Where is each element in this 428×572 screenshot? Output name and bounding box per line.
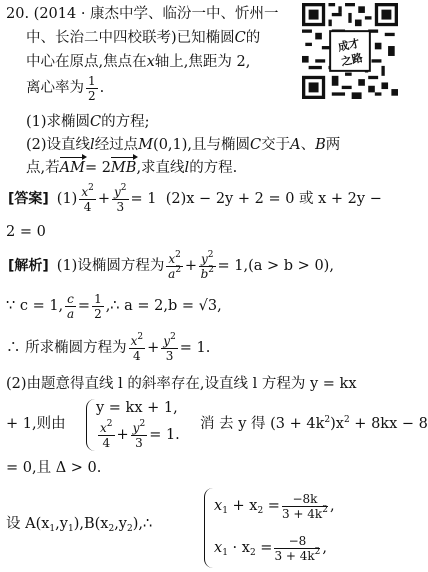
qr-stamp-text-1: 成才 bbox=[336, 36, 361, 54]
answer-label: [答案] bbox=[8, 191, 49, 207]
vieta-sum: $x_1 + x_2$ = $\frac{-8k}{3 + 4k^2}$ , bbox=[214, 491, 335, 521]
analysis-line-1: [解析] (1)设椭圆方程为 $\frac{x^2}{a^2}$ + $\frac{y^2}{b^2}$ = 1,(a > b > 0), bbox=[8, 249, 334, 281]
fraction-y2-over-3: $\frac{y^2}{3}$ bbox=[163, 331, 176, 363]
vector-AM: AM bbox=[59, 160, 85, 176]
analysis-line-3: ∴ 所求椭圆方程为 $\frac{x^2}{4}$ + $\frac{y^2}{3}$ = 1. bbox=[6, 331, 211, 363]
analysis-line-4: (2)由题意得直线 l 的斜率存在,设直线 l 方程为 y = kx bbox=[6, 376, 357, 392]
vieta-brace bbox=[204, 488, 213, 568]
question-2-cont: 点,若AM= 2MB,求直线l的方程. bbox=[26, 160, 238, 176]
problem-line-1 bbox=[6, 4, 279, 24]
answer-part-2: (2)x − 2y + 2 = 0 或 x + 2y − bbox=[165, 191, 382, 207]
question-2: (2)设直线l经过点M(0,1),且与椭圆C交于A、B两 bbox=[26, 137, 341, 153]
analysis-label: [解析] bbox=[8, 258, 49, 274]
fraction-one-half: $\frac{1}{2}$ bbox=[94, 291, 102, 321]
vieta-product: $x_1 \cdot x_2$ = $\frac{-8}{3 + 4k^2}$ , bbox=[214, 533, 328, 563]
vector-MB: MB bbox=[110, 160, 137, 176]
fraction-x2-over-4: $\frac{x^2}{4}$ bbox=[81, 182, 94, 214]
math-var: C bbox=[234, 30, 246, 46]
math-var: x bbox=[146, 54, 155, 70]
problem-line-2 bbox=[26, 28, 260, 48]
question-1: (1)求椭圆C的方程; bbox=[26, 114, 150, 130]
fraction-x2-over-a2: $\frac{x^2}{a^2}$ bbox=[168, 249, 182, 281]
system-brace bbox=[86, 399, 95, 451]
problem-number: 20. bbox=[6, 6, 30, 22]
eccentricity-fraction: $\frac{1}{2}$ bbox=[88, 73, 96, 103]
problem-text: 离心率为 bbox=[26, 80, 84, 96]
analysis-line-7: 设 $A(x_1,y_1),B(x_2,y_2),\therefore$ bbox=[6, 516, 153, 534]
problem-text: 中心在原点,焦点在 bbox=[26, 54, 147, 70]
analysis-line-5b: 消 去 y 得 $(3 + 4k^2)x^2 + 8kx - 8$ bbox=[200, 415, 428, 432]
fraction-y2-over-3: $\frac{y^2}{3}$ bbox=[114, 182, 127, 214]
analysis-line-6: = 0,且 Δ > 0. bbox=[6, 460, 102, 476]
analysis-line-5a: + 1,则由 bbox=[6, 416, 66, 432]
fraction-y2-over-b2: $\frac{y^2}{b^2}$ bbox=[200, 249, 214, 281]
system-eq-2: $\frac{x^2}{4}$ + $\frac{y^2}{3}$ = 1. bbox=[100, 418, 180, 450]
analysis-line-2: ∵ c = 1, $\frac{c}{a}$ = $\frac{1}{2}$ ,∴ a = 2,b = √3, bbox=[6, 291, 222, 321]
system-eq-1: y = kx + 1, bbox=[96, 400, 178, 416]
problem-line-3 bbox=[26, 52, 250, 72]
problem-text: 中、长治二中四校联考)已知椭圆 bbox=[26, 30, 235, 46]
problem-text: 的 bbox=[245, 30, 261, 46]
problem-line-4: 离心率为 $\frac{1}{2}$ . bbox=[26, 73, 105, 103]
problem-source: (2014 · 康杰中学、临汾一中、忻州一 bbox=[33, 6, 279, 22]
qr-stamp-text-2: 之路 bbox=[339, 51, 364, 69]
fraction-c-over-a: $\frac{c}{a}$ bbox=[66, 291, 75, 321]
answer-line-2: 2 = 0 bbox=[6, 224, 46, 240]
problem-text: 轴上,焦距为 2, bbox=[154, 54, 251, 70]
answer-line-1: [答案] (1) $\frac{x^2}{4}$ + $\frac{y^2}{3}$ = 1 (2)x − 2y + 2 = 0 或 x + 2y − bbox=[8, 182, 382, 214]
qr-code bbox=[302, 3, 398, 99]
fraction-x2-over-4: $\frac{x^2}{4}$ bbox=[130, 331, 144, 363]
